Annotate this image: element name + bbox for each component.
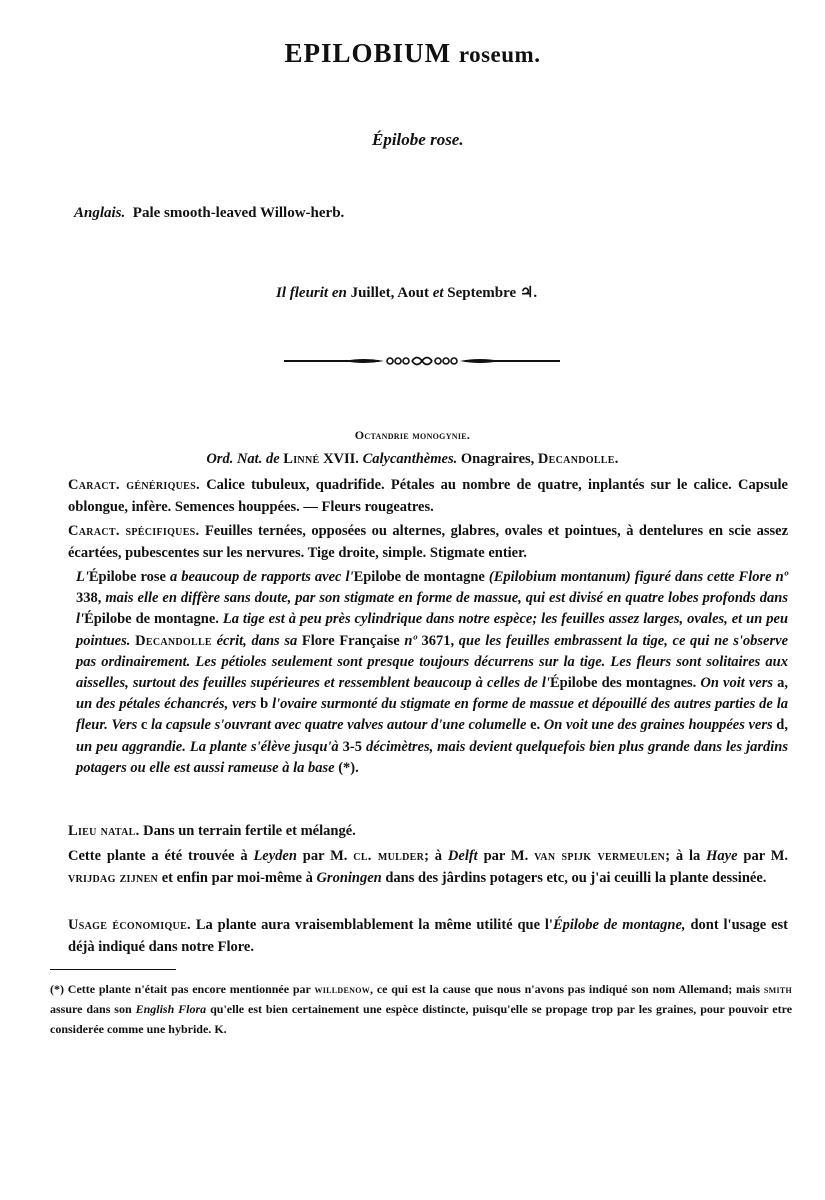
- perennial-symbol: ♃.: [519, 285, 538, 301]
- loc-seg: dans des jârdins potagers etc, ou j'ai ceuilli la plante dessinée.: [385, 870, 767, 886]
- english-name: Pale smooth-leaved Willow-herb.: [132, 205, 345, 221]
- fn-seg: (*) Cette plante n'était pas encore mentionnée par: [50, 982, 311, 996]
- place-haye: Haye: [706, 848, 738, 864]
- genus-name: EPILOBIUM: [284, 38, 452, 68]
- habitat-line: [68, 820, 788, 842]
- fn-seg: , ce qui est la cause que nous n'avons pas indiqué son nom Allemand; mais: [370, 982, 761, 996]
- loc-seg: ; à: [424, 848, 443, 864]
- fn-signature: K.: [214, 1022, 227, 1036]
- flowering-line: [276, 283, 537, 302]
- habitat-label: Lieu natal.: [68, 823, 140, 839]
- flowering-et: et: [432, 285, 444, 301]
- person-mulder: cl. mulder: [353, 848, 425, 864]
- ord-nat-number: XVII.: [323, 451, 359, 467]
- desc-seg: Épilobe des montagnes.: [549, 675, 697, 692]
- desc-seg: décimètres, mais devient quelquefois bien plus grande dans les jardins potagers ou elle est aussi rameuse à la base: [76, 738, 788, 776]
- desc-seg: un des pétales échancrés, vers: [76, 696, 261, 713]
- usage-label: Usage économique.: [68, 917, 191, 933]
- loc-seg: Cette plante a été trouvée à: [68, 848, 248, 864]
- footnote: [50, 979, 792, 1039]
- generic-label: Caract. génériques.: [68, 477, 200, 493]
- onagraires: Onagraires,: [460, 451, 535, 467]
- flowering-months-1: Juillet, Aout: [350, 285, 429, 301]
- habitat-text: Dans un terrain fertile et mélangé.: [143, 823, 356, 839]
- desc-seg: b: [260, 696, 269, 713]
- desc-seg: d,: [776, 717, 788, 734]
- desc-seg: Epilobe de montagne: [353, 569, 485, 585]
- fn-smith: smith: [763, 982, 793, 996]
- order-heading: Octandrie monogynie.: [354, 428, 471, 442]
- usage-paragraph: [68, 914, 788, 958]
- desc-seg: a,: [777, 675, 788, 692]
- place-groningen: Groningen: [316, 870, 382, 886]
- desc-seg: e.: [530, 717, 541, 734]
- loc-seg: ; à la: [665, 848, 701, 864]
- desc-seg: nº: [399, 632, 422, 649]
- desc-seg: L': [76, 569, 89, 585]
- desc-seg: Épilobe rose: [88, 569, 166, 585]
- fn-willdenow: willdenow: [314, 982, 371, 996]
- place-delft: Delft: [447, 848, 478, 864]
- generic-text: Calice tubuleux, quadrifide. Pétales au nombre de quatre, inplantés sur le calice. Capsule oblongue, infère. Semences houppées. — Fleurs rougeatres.: [68, 477, 788, 515]
- desc-seg: Épilobe de montagne.: [84, 611, 219, 628]
- usage-seg: dont l'usage est déjà indiqué dans notre Flore.: [68, 917, 788, 955]
- fn-seg: qu'elle est bien certainement une espèce distincte, puisqu'elle se propage trop par les graines, pour pouvoir etre considerée comme une hybride.: [50, 1002, 793, 1036]
- desc-seg: 338,: [76, 590, 102, 607]
- ornament-divider-icon: [284, 352, 560, 370]
- specific-characters: [68, 520, 788, 564]
- desc-seg: c: [140, 717, 148, 734]
- generic-characters: [68, 474, 788, 518]
- english-label: Anglais.: [74, 205, 126, 221]
- desc-seg: 3671,: [421, 632, 455, 649]
- fn-english-flora: English Flora: [135, 1002, 207, 1016]
- flowering-prefix: Il fleurit en: [276, 285, 347, 301]
- desc-seg: 3-5: [342, 738, 362, 755]
- desc-seg: la capsule s'ouvrant avec quatre valves autour d'une columelle: [147, 717, 531, 734]
- usage-epilobe: Épilobe de montagne,: [552, 917, 686, 933]
- person-vermeulen: van spijk vermeulen: [534, 848, 666, 864]
- fn-seg: assure dans son: [50, 1002, 132, 1016]
- ord-nat-label: Ord. Nat. de: [206, 451, 280, 467]
- desc-seg: écrit, dans sa: [211, 632, 302, 649]
- desc-seg: (Epilobium montanum) figuré dans cette Flore nº: [484, 569, 789, 585]
- decandolle-name: Decandolle.: [537, 451, 619, 467]
- desc-seg: un peu aggrandie. La plante s'élève jusqu'à: [76, 738, 343, 755]
- french-name: Épilobe rose.: [372, 130, 464, 149]
- person-zijnen: vrijdag zijnen: [68, 870, 159, 886]
- loc-seg: par M.: [302, 848, 348, 864]
- calycanthemes: Calycanthèmes.: [362, 451, 458, 467]
- place-leyden: Leyden: [253, 848, 297, 864]
- desc-seg: On voit une des graines houppées vers: [540, 717, 777, 734]
- page-title: [0, 38, 825, 69]
- loc-seg: par M.: [743, 848, 789, 864]
- desc-seg: On voit vers: [696, 675, 778, 692]
- linne-name: Linné: [283, 451, 320, 467]
- specific-label: Caract. spécifiques.: [68, 523, 200, 539]
- footnote-rule: [50, 969, 176, 970]
- english-name-line: [74, 205, 344, 222]
- locality-paragraph: [68, 845, 788, 889]
- desc-seg: a beaucoup de rapports avec l': [165, 569, 354, 585]
- species-name: roseum.: [458, 42, 541, 67]
- flowering-months-2: Septembre: [447, 285, 517, 301]
- loc-seg: par M.: [483, 848, 529, 864]
- desc-seg: Decandolle: [135, 632, 212, 649]
- desc-seg: La tige est à peu près cylindrique dans notre espèce; les feuilles assez larges, ovales, et un peu pointues.: [76, 611, 789, 649]
- loc-seg: et enfin par moi-même à: [161, 870, 313, 886]
- desc-seg: l'ovaire surmonté du stigmate en forme de massue et dépouillé des autres parties de la fleur. Vers: [76, 696, 788, 734]
- specific-text: Feuilles ternées, opposées ou alternes, glabres, ovales et pointues, à dentelures en scie assez écartées, pubescentes sur les nervures. Tige droite, simple. Stigmate entier.: [68, 523, 789, 561]
- desc-seg: Flore Française: [301, 632, 400, 649]
- natural-order-line: [0, 451, 825, 468]
- usage-seg: La plante aura vraisemblablement la même utilité que l': [195, 917, 553, 933]
- desc-seg: (*).: [338, 759, 359, 776]
- desc-seg: mais elle en diffère sans doute, par son stigmate en forme de massue, qui est divisé en quatre lobes profonds dans l': [76, 590, 788, 628]
- description-paragraph: [76, 567, 788, 779]
- desc-seg: que les feuilles embrassent la tige, ce qui ne s'observe pas ordinairement. Les pétioles seulement sont presque toujours décurrens sur la tige. Les fleurs sont solitaires aux aisselles, surtout des feuilles supérieures et ressemblent beaucoup à celles de l': [76, 632, 789, 692]
